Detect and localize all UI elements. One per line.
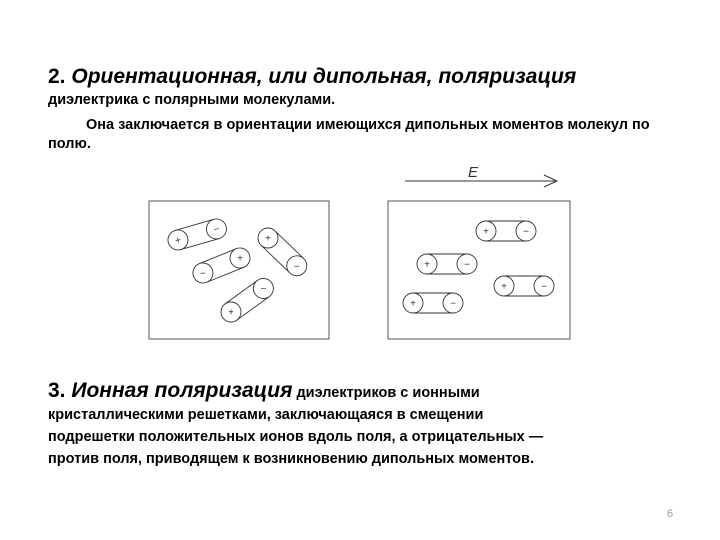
svg-text:−: − (199, 268, 206, 280)
svg-text:−: − (450, 298, 456, 310)
svg-text:+: + (237, 253, 243, 265)
section3-line2: кристаллическими решетками, заключающаяся в смещении (48, 407, 484, 423)
svg-text:+: + (410, 298, 416, 310)
dipole-molecule (166, 217, 229, 253)
aligned-dipoles (403, 221, 554, 313)
svg-text:+: + (501, 281, 507, 293)
field-label: E (468, 164, 479, 181)
section-orientation-polarization (48, 64, 688, 154)
svg-text:−: − (212, 223, 222, 237)
dipole-molecule (417, 254, 477, 274)
random-dipoles (166, 217, 311, 326)
dipole-molecule (494, 276, 554, 296)
polarized-box (388, 201, 570, 339)
dipole-molecule (254, 224, 311, 280)
dipole-molecule (190, 245, 253, 286)
svg-text:−: − (464, 259, 470, 271)
dipole-molecule (403, 293, 463, 313)
svg-text:+: + (424, 259, 430, 271)
section-ionic-polarization (48, 380, 688, 470)
electric-field-arrow (405, 164, 557, 187)
section2-number: 2. (48, 65, 66, 88)
section3-line4: против поля, приводящем к возникновению дипольных моментов. (48, 451, 534, 467)
section2-subtitle: диэлектрика с полярными молекулами. (48, 92, 336, 108)
svg-text:−: − (260, 283, 267, 295)
svg-text:−: − (293, 261, 300, 273)
section3-line1 (48, 380, 688, 404)
svg-text:−: − (523, 226, 529, 238)
svg-text:+: + (265, 233, 271, 245)
section3-heading (48, 379, 292, 402)
section3-title: Ионная поляризация (71, 379, 293, 402)
section3-line3: подрешетки положительных ионов вдоль поля, а отрицательных — (48, 429, 544, 445)
section3-number: 3. (48, 379, 66, 402)
svg-text:+: + (173, 234, 183, 248)
svg-text:+: + (483, 226, 489, 238)
page-number: 6 (667, 508, 674, 520)
dipole-molecule (217, 275, 277, 326)
section2-heading (48, 64, 688, 90)
svg-text:+: + (228, 307, 234, 319)
section2-paragraph: Она заключается в ориентации имеющихся дипольных моментов молекул по полю. (48, 117, 650, 152)
section2-title: Ориентационная, или дипольная, поляризация (71, 65, 577, 88)
dipole-molecule (476, 221, 536, 241)
section3-line1-rest: диэлектриков с ионными (296, 385, 480, 401)
svg-text:−: − (541, 281, 547, 293)
dipole-orientation-figure (140, 158, 590, 348)
